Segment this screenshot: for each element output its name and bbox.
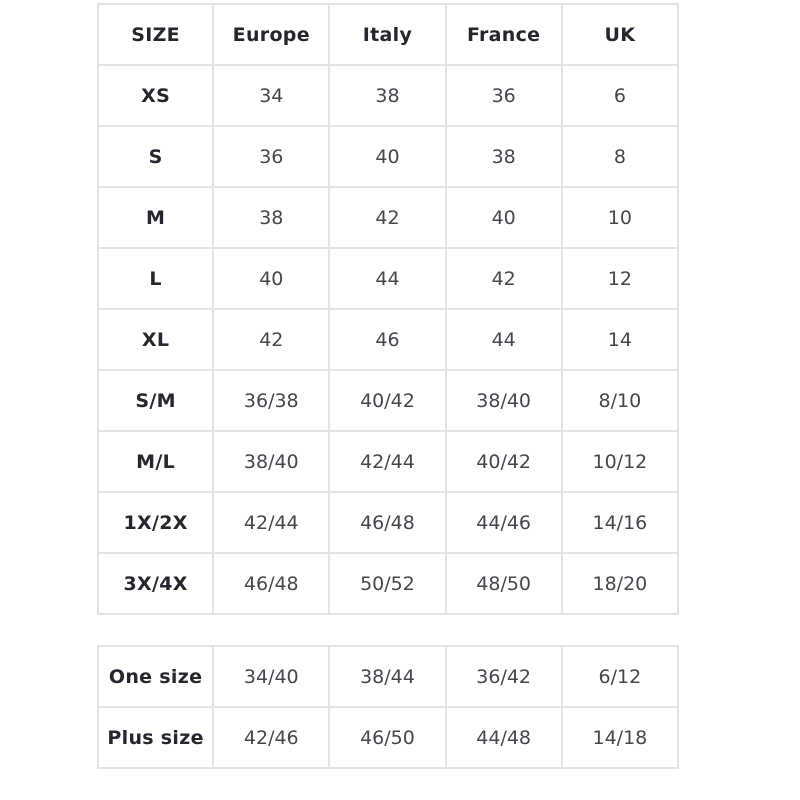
table-row bbox=[98, 646, 678, 707]
value-cell: 36 bbox=[213, 126, 329, 187]
size-conversion-table bbox=[97, 3, 679, 615]
value-cell: 12 bbox=[562, 248, 678, 309]
column-header-uk: UK bbox=[562, 4, 678, 65]
value-cell: 8/10 bbox=[562, 370, 678, 431]
value-cell: 40/42 bbox=[446, 431, 562, 492]
value-cell: 46 bbox=[329, 309, 445, 370]
table-gap bbox=[97, 615, 679, 645]
value-cell: 6 bbox=[562, 65, 678, 126]
value-cell: 42 bbox=[446, 248, 562, 309]
row-label-1x2x: 1X/2X bbox=[98, 492, 213, 553]
special-sizes-table bbox=[97, 645, 679, 769]
table-row bbox=[98, 492, 678, 553]
value-cell: 6/12 bbox=[562, 646, 678, 707]
value-cell: 46/48 bbox=[329, 492, 445, 553]
table-row bbox=[98, 309, 678, 370]
value-cell: 40 bbox=[446, 187, 562, 248]
column-header-size: SIZE bbox=[98, 4, 213, 65]
value-cell: 42/44 bbox=[213, 492, 329, 553]
value-cell: 48/50 bbox=[446, 553, 562, 614]
table-row bbox=[98, 707, 678, 768]
row-label-xs: XS bbox=[98, 65, 213, 126]
value-cell: 42/46 bbox=[213, 707, 329, 768]
value-cell: 38 bbox=[446, 126, 562, 187]
table-row bbox=[98, 187, 678, 248]
value-cell: 14 bbox=[562, 309, 678, 370]
value-cell: 40/42 bbox=[329, 370, 445, 431]
value-cell: 36 bbox=[446, 65, 562, 126]
row-label-xl: XL bbox=[98, 309, 213, 370]
header-row bbox=[98, 4, 678, 65]
value-cell: 14/16 bbox=[562, 492, 678, 553]
value-cell: 36/38 bbox=[213, 370, 329, 431]
value-cell: 18/20 bbox=[562, 553, 678, 614]
row-label-l: L bbox=[98, 248, 213, 309]
table-row bbox=[98, 248, 678, 309]
value-cell: 44/48 bbox=[446, 707, 562, 768]
column-header-europe: Europe bbox=[213, 4, 329, 65]
value-cell: 38/40 bbox=[213, 431, 329, 492]
value-cell: 38 bbox=[329, 65, 445, 126]
value-cell: 38/44 bbox=[329, 646, 445, 707]
row-label-one-size: One size bbox=[98, 646, 213, 707]
value-cell: 46/48 bbox=[213, 553, 329, 614]
table-row bbox=[98, 553, 678, 614]
row-label-plus-size: Plus size bbox=[98, 707, 213, 768]
value-cell: 36/42 bbox=[446, 646, 562, 707]
value-cell: 14/18 bbox=[562, 707, 678, 768]
value-cell: 42 bbox=[213, 309, 329, 370]
row-label-sm: S/M bbox=[98, 370, 213, 431]
value-cell: 46/50 bbox=[329, 707, 445, 768]
table-row bbox=[98, 370, 678, 431]
value-cell: 44 bbox=[446, 309, 562, 370]
value-cell: 44/46 bbox=[446, 492, 562, 553]
value-cell: 42/44 bbox=[329, 431, 445, 492]
value-cell: 10 bbox=[562, 187, 678, 248]
value-cell: 40 bbox=[213, 248, 329, 309]
value-cell: 34/40 bbox=[213, 646, 329, 707]
value-cell: 40 bbox=[329, 126, 445, 187]
row-label-3x4x: 3X/4X bbox=[98, 553, 213, 614]
value-cell: 50/52 bbox=[329, 553, 445, 614]
value-cell: 10/12 bbox=[562, 431, 678, 492]
column-header-italy: Italy bbox=[329, 4, 445, 65]
table-row bbox=[98, 126, 678, 187]
table-row bbox=[98, 65, 678, 126]
table-row bbox=[98, 431, 678, 492]
value-cell: 34 bbox=[213, 65, 329, 126]
row-label-ml: M/L bbox=[98, 431, 213, 492]
column-header-france: France bbox=[446, 4, 562, 65]
size-chart bbox=[97, 3, 679, 769]
row-label-m: M bbox=[98, 187, 213, 248]
value-cell: 8 bbox=[562, 126, 678, 187]
value-cell: 38/40 bbox=[446, 370, 562, 431]
value-cell: 42 bbox=[329, 187, 445, 248]
row-label-s: S bbox=[98, 126, 213, 187]
value-cell: 38 bbox=[213, 187, 329, 248]
value-cell: 44 bbox=[329, 248, 445, 309]
